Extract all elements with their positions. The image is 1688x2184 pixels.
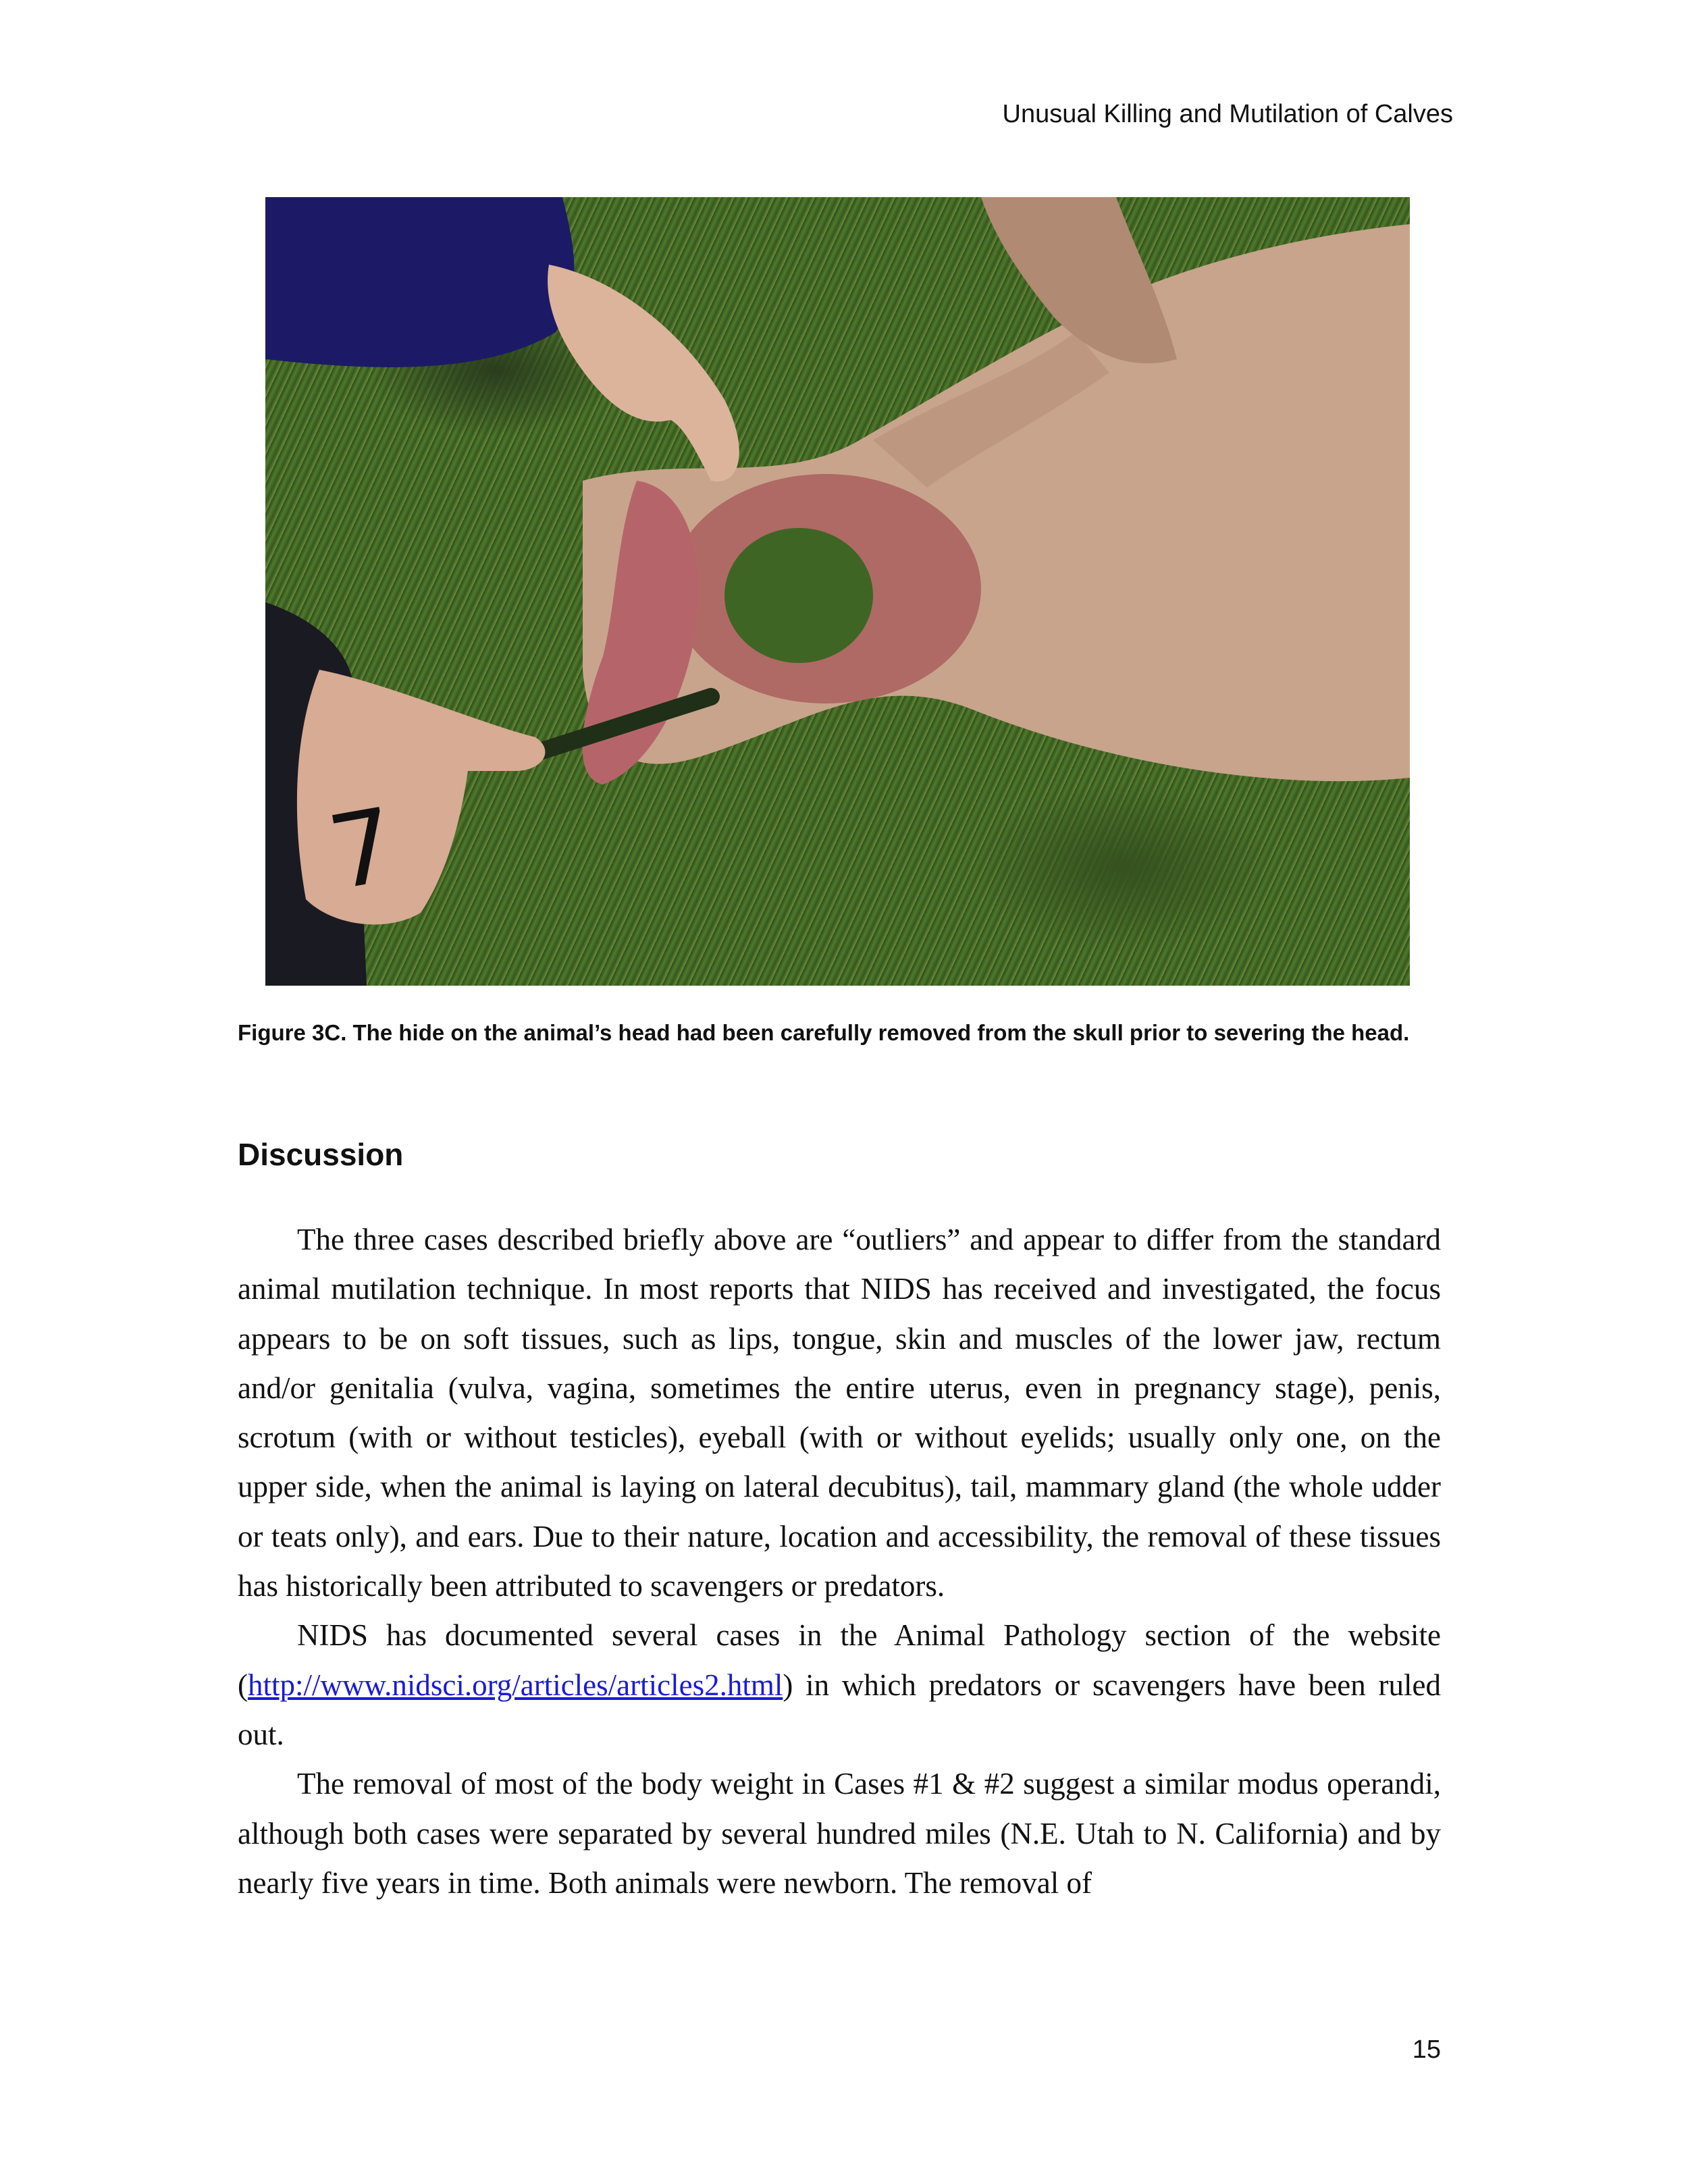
photo-marker-number: 7 [320, 786, 405, 913]
hide-opening [724, 528, 873, 663]
figure-caption: Figure 3C. The hide on the animal’s head had been carefully removed from the skull prior to severing the head. [238, 1020, 1410, 1045]
paragraph-2-end: ) in which predators or scavengers have been ruled out. [238, 1668, 1441, 1751]
section-heading: Discussion [238, 1137, 404, 1172]
running-header: Unusual Killing and Mutilation of Calves [1002, 100, 1453, 128]
calf-leg [981, 197, 1177, 363]
hand-upper [548, 265, 739, 481]
page-number: 15 [1412, 2035, 1441, 2064]
articles-link[interactable]: http://www.nidsci.org/articles/articles2.html [248, 1668, 783, 1702]
paragraph-2-start: NIDS has documented several cases in the Animal Pathology section of the website ( [238, 1618, 1441, 1702]
photo-illustration [265, 197, 1410, 986]
paragraph-3: The removal of most of the body weight in Cases #1 & #2 suggest a similar modus operandi, although both cases were separated by several hundred miles (N.E. Utah to N. California) and by nearly five years in time. Both animals were newborn. The removal of [238, 1767, 1441, 1900]
sleeve-upper [265, 197, 575, 367]
paragraph-2 [238, 1611, 1441, 1759]
paragraph-1: The three cases described briefly above are “outliers” and appear to differ from the standard animal mutilation technique. In most reports that NIDS has received and investigated, the focus appears to be on soft tissues, such as lips, tongue, skin and muscles of the lower jaw, rectum and/or genitalia (vulva, vagina, sometimes the entire uterus, even in pregnancy stage), penis, scrotum (with or without testicles), eyeball (with or without eyelids; usually only one, on the upper side, when the animal is laying on lateral decubitus), tail, mammary gland (the whole udder or teats only), and ears. Due to their nature, location and accessibility, the removal of these tissues has historically been attributed to scavengers or predators. [238, 1223, 1441, 1603]
body-text [238, 1215, 1441, 1908]
figure-photo [265, 197, 1410, 986]
